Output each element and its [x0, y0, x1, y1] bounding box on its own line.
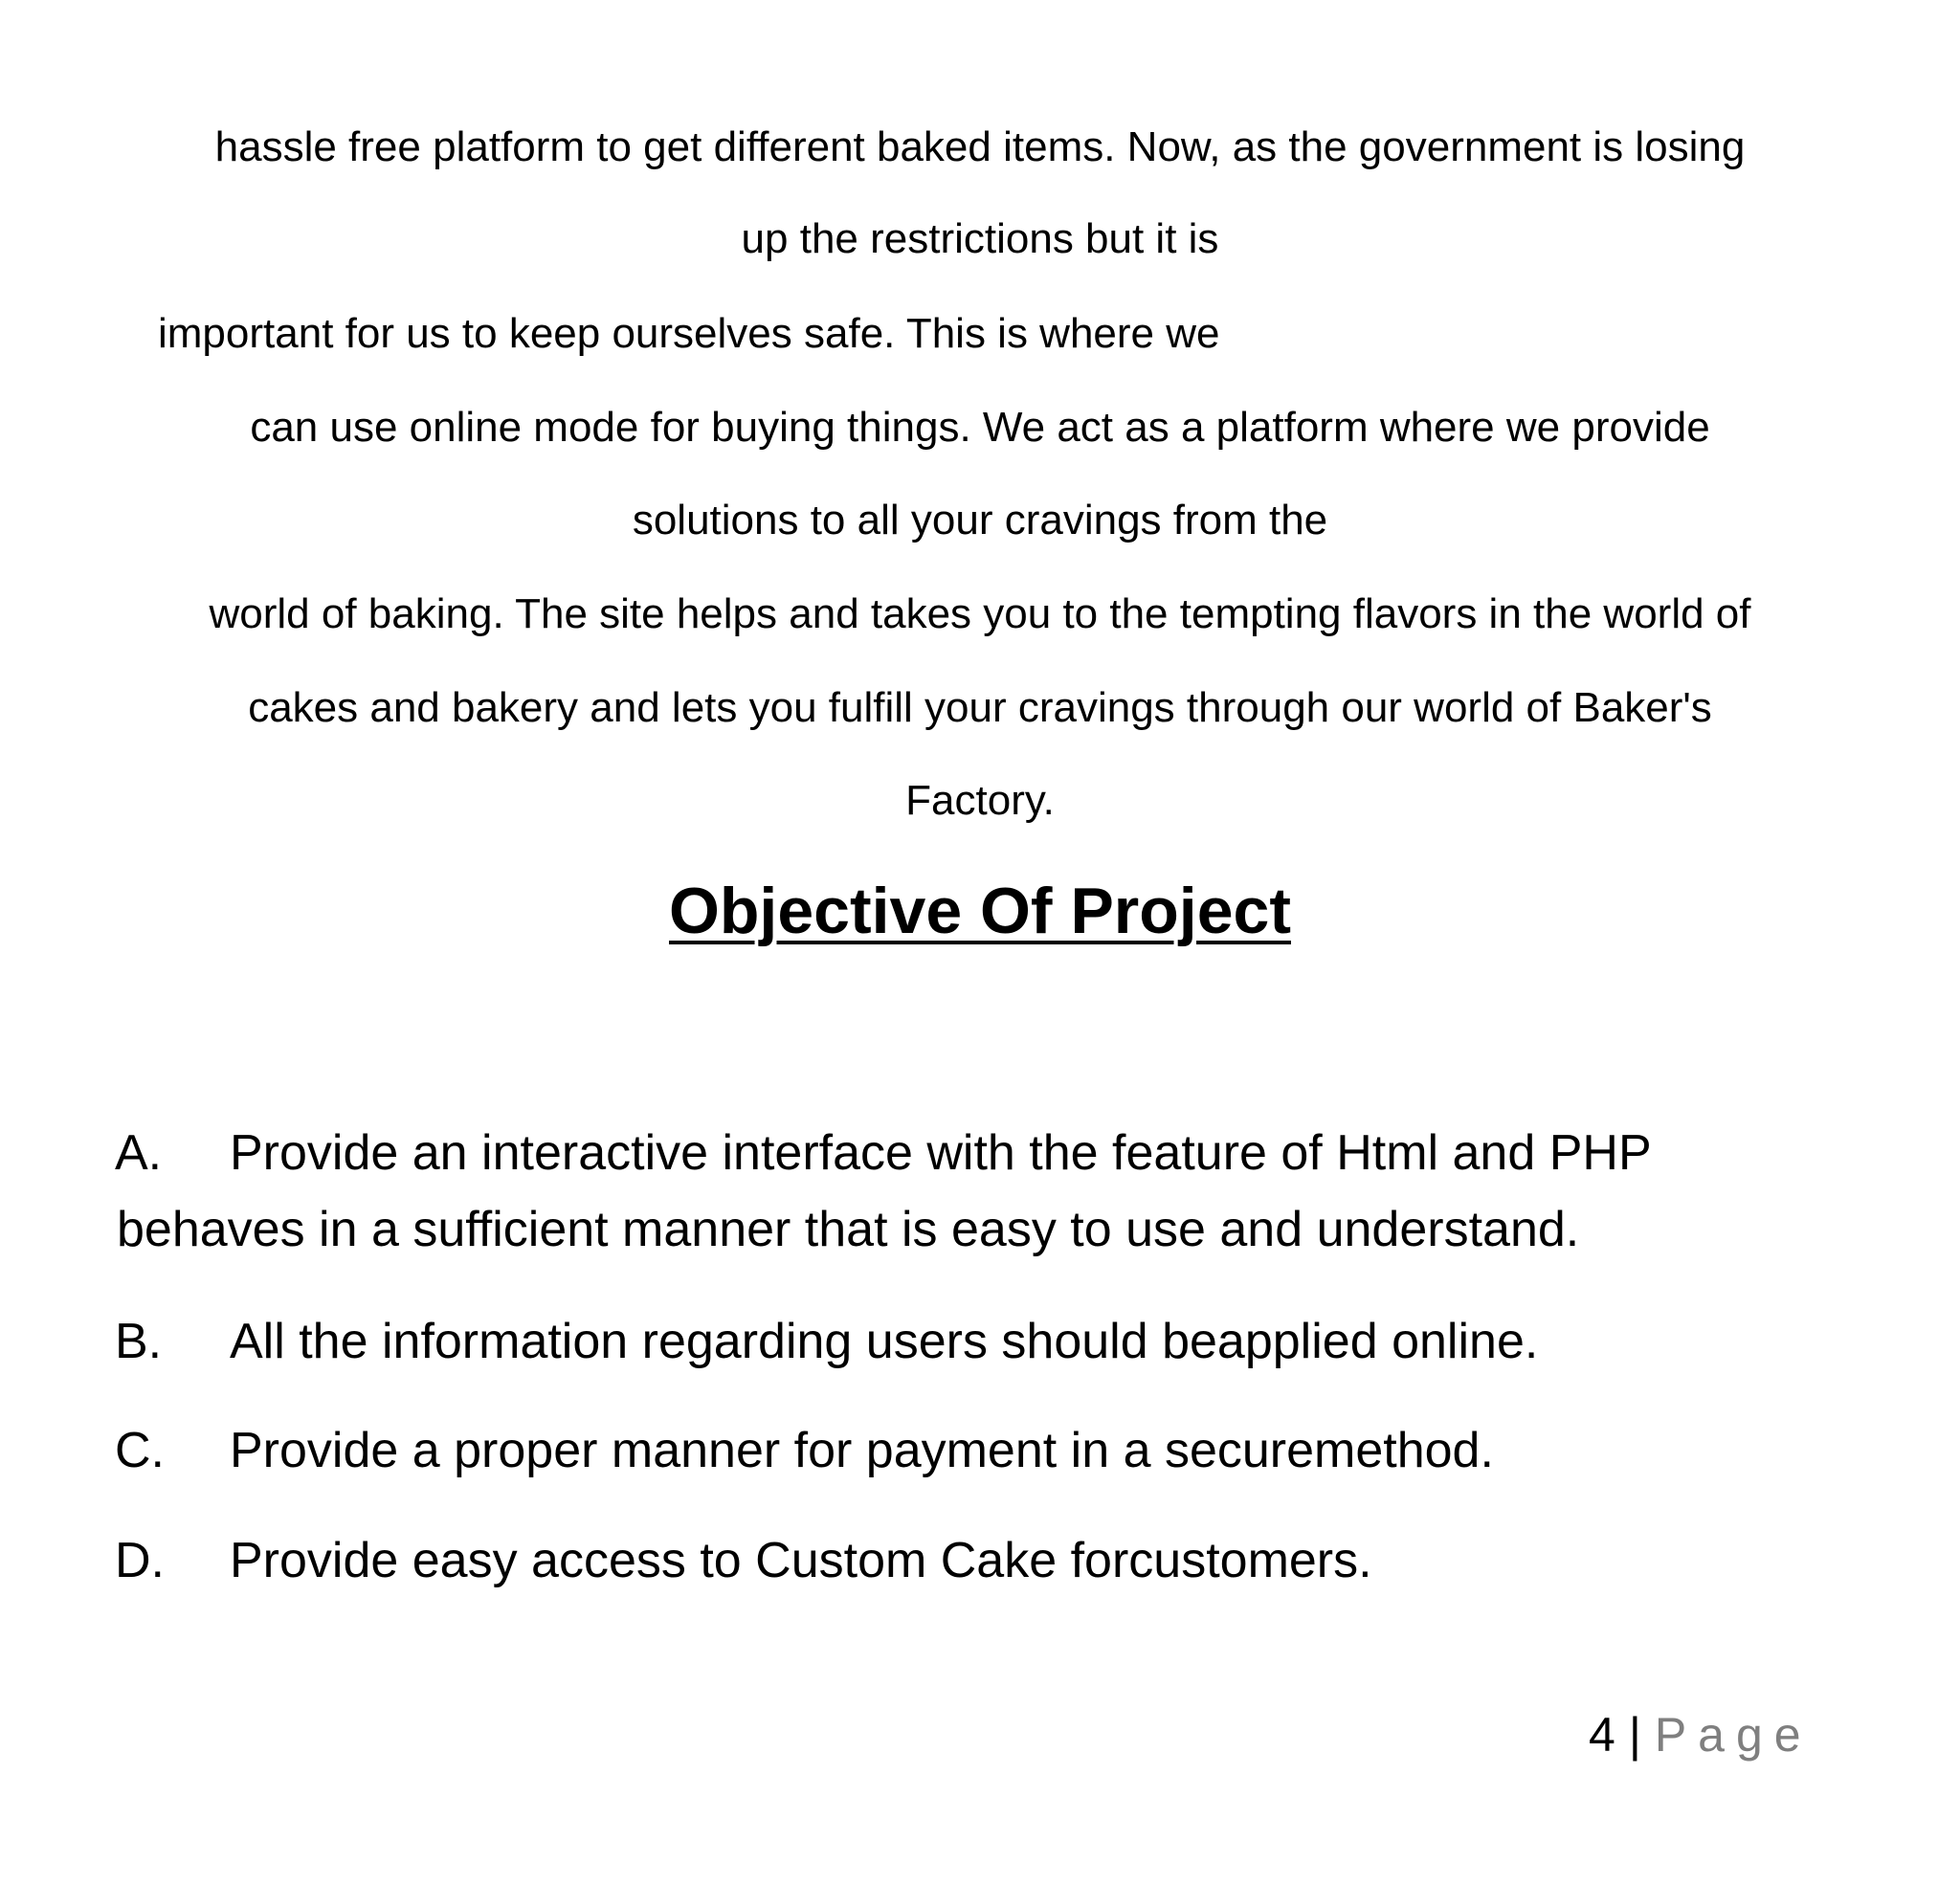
objective-text: Provide easy access to Custom Cake forcustomers.: [230, 1533, 1372, 1588]
intro-line-1: hassle free platform to get different baked items. Now, as the government is losing: [214, 123, 1746, 170]
objective-text: All the information regarding users should beapplied online.: [230, 1314, 1539, 1369]
intro-line-5: solutions to all your cravings from the: [632, 497, 1328, 543]
intro-line-4: can use online mode for buying things. We act as a platform where we provide: [250, 404, 1710, 451]
intro-line-6: world of baking. The site helps and takes you to the tempting flavors in the world of: [209, 590, 1751, 637]
page-footer: [1589, 1706, 1813, 1763]
objective-letter: B.: [115, 1314, 163, 1369]
page-number: 4: [1589, 1708, 1615, 1762]
objective-letter: D.: [115, 1533, 165, 1588]
intro-line-3: important for us to keep ourselves safe. This is where we: [158, 310, 1220, 357]
objective-letter: C.: [115, 1423, 165, 1478]
objective-letter: A.: [115, 1125, 163, 1181]
intro-line-8: Factory.: [905, 777, 1055, 824]
objective-text: Provide an interactive interface with the feature of Html and PHP: [230, 1125, 1652, 1181]
section-heading: Objective Of Project: [669, 875, 1291, 947]
page-separator: |: [1628, 1708, 1641, 1762]
objective-text: Provide a proper manner for payment in a securemethod.: [230, 1423, 1494, 1478]
objective-continuation-text: behaves in a sufficient manner that is easy to use and understand.: [117, 1202, 1580, 1257]
intro-line-2: up the restrictions but it is: [741, 215, 1219, 262]
intro-line-7: cakes and bakery and lets you fulfill your cravings through our world of Baker's: [248, 684, 1712, 731]
page-word: Page: [1654, 1708, 1813, 1762]
